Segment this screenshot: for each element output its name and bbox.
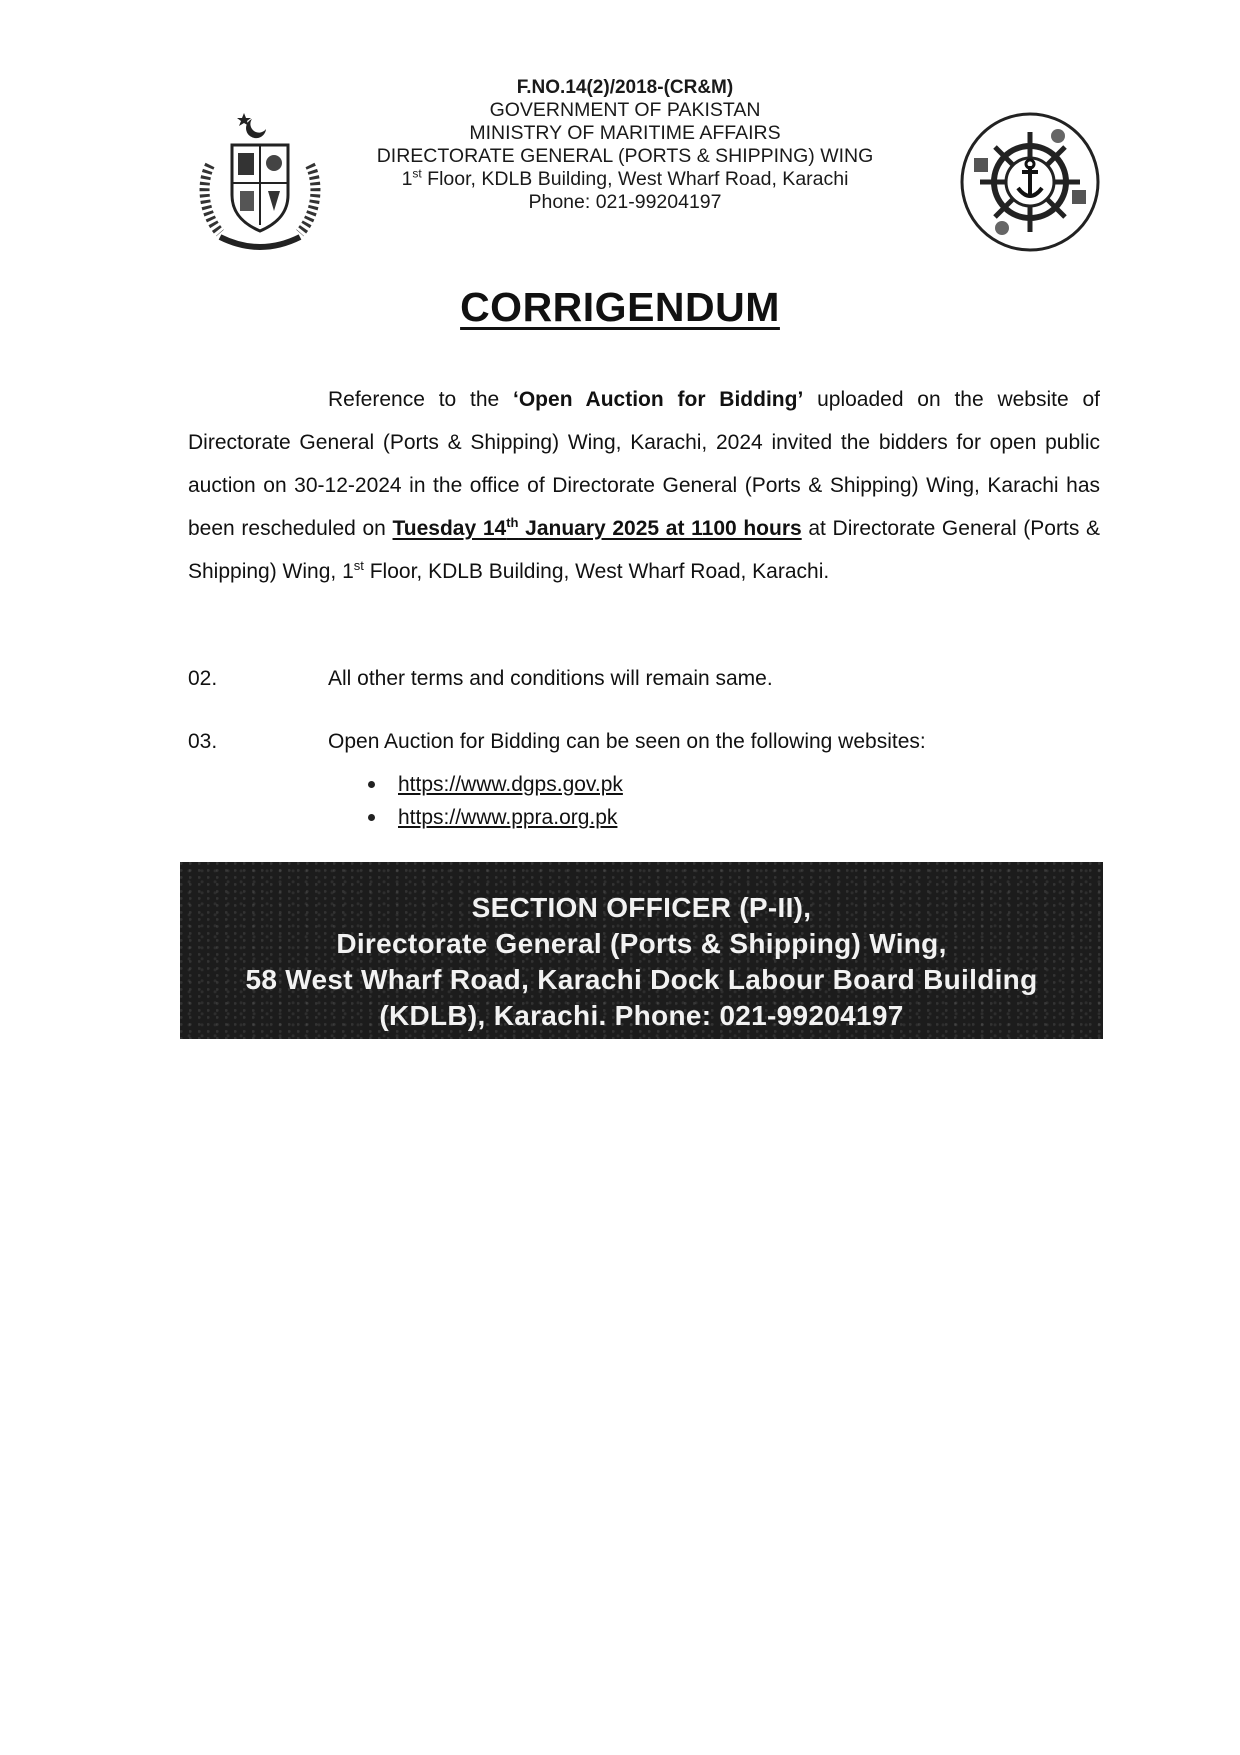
item-number: 03. [188, 730, 218, 753]
item-text: All other terms and conditions will remain same. [328, 667, 773, 690]
rescheduled-date: Tuesday 14th January 2025 at 1100 hours [392, 515, 802, 540]
item-number: 02. [188, 667, 218, 690]
government-name: GOVERNMENT OF PAKISTAN [489, 99, 761, 121]
officer-directorate: Directorate General (Ports & Shipping) Wing, [336, 928, 947, 959]
bullet-icon [368, 814, 375, 821]
ship-wheel-anchor-icon [958, 110, 1103, 255]
directorate-name: DIRECTORATE GENERAL (PORTS & SHIPPING) WING [376, 145, 874, 167]
state-emblem-icon [190, 105, 330, 265]
letterhead [320, 76, 930, 214]
document-title: CORRIGENDUM [460, 284, 780, 330]
officer-title: SECTION OFFICER (P-II), [471, 892, 812, 923]
file-number: F.NO.14(2)/2018-(CR&M) [516, 77, 734, 98]
officer-phone: (KDLB), Karachi. Phone: 021-99204197 [379, 1000, 904, 1031]
item-text: Open Auction for Bidding can be seen on the following websites: [328, 730, 926, 753]
office-phone: Phone: 021-99204197 [528, 191, 722, 213]
section-officer-stamp [180, 862, 1103, 1039]
list-item [368, 801, 623, 834]
paragraph-reference: Reference to the ‘Open Auction for Bidding’ uploaded on the website of Directorate General (Ports & Shipping) Wing, Karachi, 2024 invited the bidders for open public auction on 30-12-2024 in the office of Directorate General (Ports & Shipping) Wing, Karachi has been rescheduled on Tuesday 14th January 2025 at 1100 hours at Directorate General (Ports & Shipping) Wing, 1st Floor, KDLB Building, West Wharf Road, Karachi. [188, 388, 1100, 583]
bullet-icon [368, 781, 375, 788]
office-address: 1st Floor, KDLB Building, West Wharf Road, Karachi [401, 166, 849, 190]
link-dgps[interactable]: https://www.dgps.gov.pk [398, 773, 623, 796]
ministry-name: MINISTRY OF MARITIME AFFAIRS [469, 122, 781, 144]
list-item [368, 768, 623, 801]
link-ppra[interactable]: https://www.ppra.org.pk [398, 806, 618, 829]
website-list [368, 768, 623, 834]
officer-address: 58 West Wharf Road, Karachi Dock Labour Board Building [245, 964, 1038, 995]
